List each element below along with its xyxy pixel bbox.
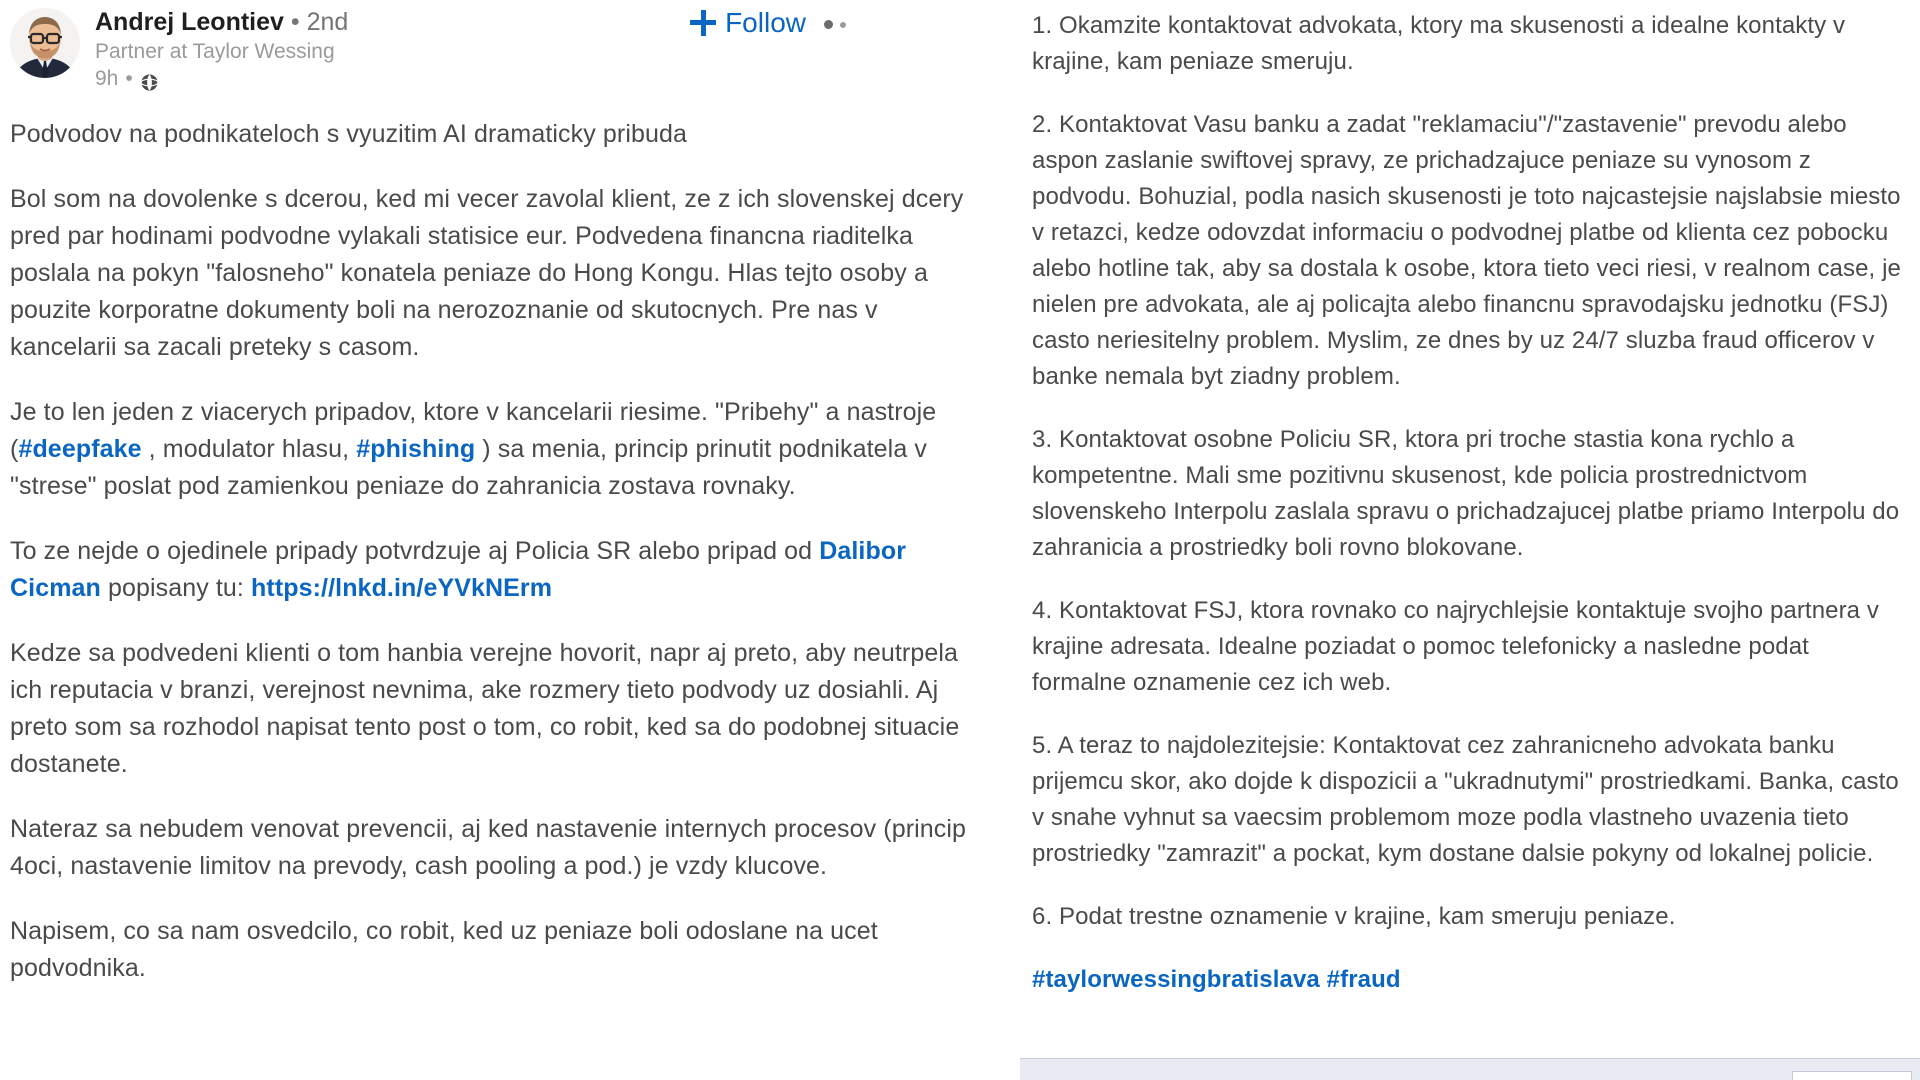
post-right-column [1020, 0, 1920, 1080]
post-step-6: 6. Podat trestne oznamenie v krajine, kam smeruju peniaze. [1032, 903, 1676, 930]
post-paragraph-2: Bol som na dovolenke s dcerou, ked mi vecer zavolal klient, ze z ich slovenskej dcery pred par hodinami podvodne vylakali statisice eur. Podvedena financna riaditelka poslala na pokyn "falosneho" konatela peniaze do Hong Kongu. Hlas tejto osoby a pouzite korporatne dokumenty boli na nerozoznanie od skutocnych. Pre nas v kancelarii sa zacali preteky s casom. [10, 185, 964, 361]
follow-button[interactable] [686, 6, 810, 40]
post-step-3: 3. Kontaktovat osobne Policiu SR, ktora pri troche stastia kona rychlo a kompetentne. Mali sme pozitivnu skusenost, kde policia prostrednictvom slovenskeho Interpolu zaslala spravu o prichadzajucej platbe priamo Interpolu do zahranicia a prostriedky boli rovno blokovane. [1032, 426, 1900, 561]
avatar[interactable] [10, 8, 80, 78]
follow-button-label: Follow [725, 7, 806, 38]
paragraph-3-text-c: ) sa menia, princip prinutit podnikatela v "strese" poslat pod zamienkou peniaze do zahranicia zostava rovnaky. [10, 435, 927, 500]
post-step-1: 1. Okamzite kontaktovat advokata, ktory ma skusenosti a idealne kontakty v krajine, kam peniaze smeruju. [1032, 12, 1846, 75]
meta-separator: • [125, 67, 133, 90]
author-separator: • [290, 8, 300, 36]
post-body-right [1020, 0, 1920, 998]
post-paragraph-5: Kedze sa podvedeni klienti o tom hanbia verejne hovorit, napr aj preto, aby neutrpela ich reputacia v branzi, verejnost nevnima, ake rozmery tieto podvody uz dosiahli. Aj preto som sa rozhodol napisat tento post o tom, co robit, ked sa do podobnej situacie dostanete. [10, 639, 960, 778]
post-step-5: 5. A teraz to najdolezitejsie: Kontaktovat cez zahranicneho advokata banku prijemcu skor, ako dojde k dispozicii a "ukradnutymi" prostriedkami. Banka, casto v snahe vyhnut sa vaecsim problemom moze podla vlastneho uvazenia tieto prostriedky "zamrazit" a pockat, kym dostane dalsie pokyny od lokalnej policie. [1032, 732, 1899, 867]
post-paragraph-6: Nateraz sa nebudem venovat prevencii, aj ked nastavenie internych procesov (princip 4oci, nastavenie limitov na prevody, cash pooling a pod.) je vzdy klucove. [10, 815, 967, 880]
hashtag-deepfake[interactable]: #deepfake [18, 435, 142, 463]
post-step-2: 2. Kontaktovat Vasu banku a zadat "reklamaciu"/"zastavenie" prevodu alebo aspon zaslanie swiftovej spravy, ze prichadzajuce peniaze su vynosom z podvodu. Bohuzial, podla nasich skusenosti je toto najcastejsie najslabsie miesto v retazci, kedze odovzdat informaciu o podvodnej platbe od klienta cez pobocku alebo hotline tak, aby sa dostala k osobe, ktora tieto veci riesi, v realnom case, je nielen pre advokata, ale aj policajta alebo financnu spravodajsku jednotku (FSJ) casto neriesitelny problem. Myslim, ze dnes by uz 24/7 sluzba fraud officerov v banke nemala byt ziadny problem. [1032, 111, 1901, 390]
hashtag-phishing[interactable]: #phishing [356, 435, 476, 463]
post-external-link[interactable]: https://lnkd.in/eYVkNErm [251, 574, 553, 602]
post-hashtags [1032, 962, 1906, 998]
author-name[interactable]: Andrej Leontiev [95, 8, 284, 36]
ellipsis-icon [824, 20, 833, 29]
post-paragraph-4 [10, 533, 988, 607]
post-header [0, 0, 1000, 110]
author-block [95, 6, 655, 93]
post-paragraph-7: Napisem, co sa nam osvedcilo, co robit, ked uz peniaze boli odoslane na ucet podvodnika. [10, 917, 878, 982]
plus-icon [690, 10, 716, 36]
author-name-line[interactable] [95, 6, 655, 38]
mention-dalibor-cicman[interactable]: Dalibor Cicman [10, 537, 907, 602]
author-meta [95, 65, 655, 93]
hashtag-fraud[interactable]: #fraud [1326, 966, 1401, 993]
globe-icon [140, 73, 159, 92]
ellipsis-icon-dot-2 [840, 22, 846, 28]
paragraph-4-text-b: popisany tu: [100, 574, 252, 602]
overflow-menu-button[interactable] [820, 16, 850, 33]
author-headline: Partner at Taylor Wessing [95, 40, 335, 63]
paragraph-4-text-a: To ze nejde o ojedinele pripady potvrdzuje aj Policia SR alebo pripad od [10, 537, 820, 565]
bottom-panel-edge [1020, 1058, 1920, 1080]
post-step-4: 4. Kontaktovat FSJ, ktora rovnako co najrychlejsie kontaktuje svojho partnera v krajine adresata. Idealne poziadat o pomoc telefonicky a nasledne podat formalne oznamenie cez ich web. [1032, 597, 1879, 696]
hashtag-taylorwessingbratislava[interactable]: #taylorwessingbratislava [1032, 966, 1320, 993]
paragraph-3-text-b: , modulator hlasu, [141, 435, 357, 463]
bottom-panel-card [1792, 1071, 1912, 1080]
post-paragraph-1: Podvodov na podnikateloch s vyuzitim AI dramaticky pribuda [10, 120, 687, 148]
post-body-left [0, 110, 1000, 987]
author-degree: 2nd [306, 8, 349, 36]
paragraph-3-text-a: Je to len jeden z viacerych pripadov, ktore v kancelarii riesime. "Pribehy" a nastroje ( [10, 398, 937, 463]
post-timestamp: 9h [95, 67, 119, 90]
post-paragraph-3 [10, 394, 988, 505]
